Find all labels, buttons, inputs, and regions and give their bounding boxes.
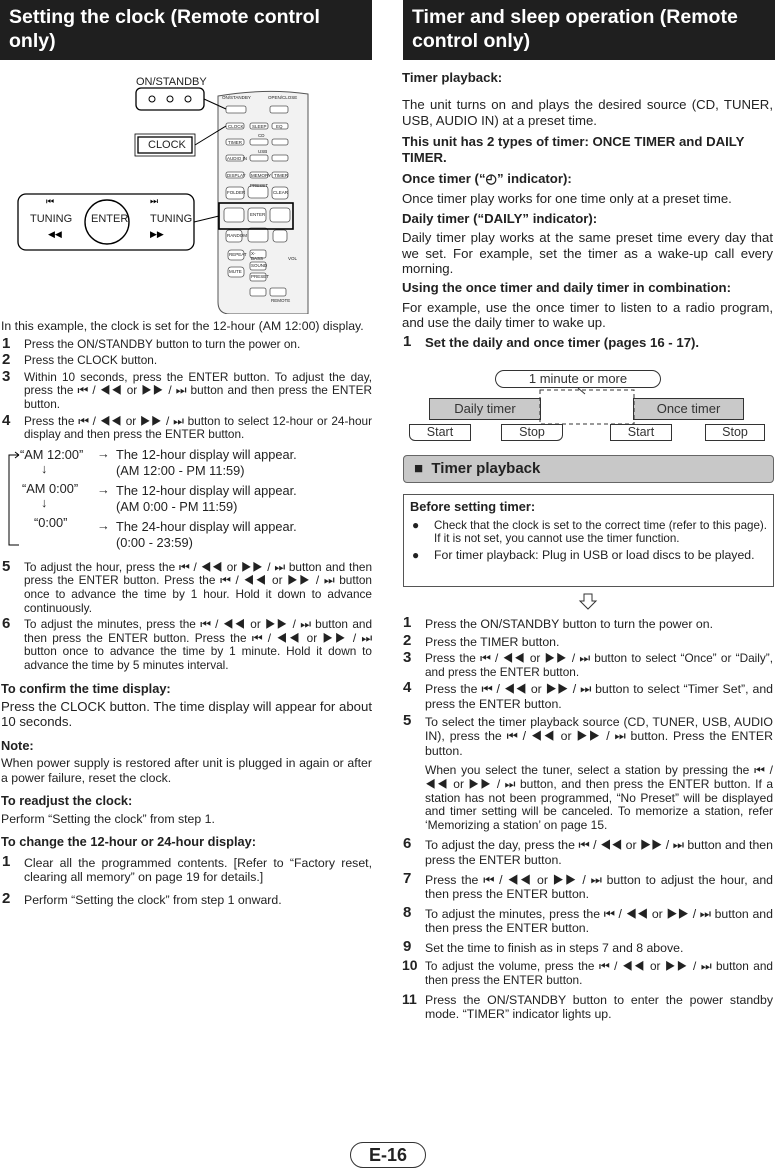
right-section-header: Timer and sleep operation (Remote control only) xyxy=(403,0,775,60)
page-number: E-16 xyxy=(350,1142,426,1168)
change-step xyxy=(1,889,372,908)
remote-label: MEMORY xyxy=(251,173,272,178)
right-arrow: → xyxy=(97,517,110,533)
note-text: When power supply is restored after unit is plugged in again or after a power failure, reset the clock. xyxy=(1,756,372,785)
clock-step xyxy=(1,334,372,352)
cycle-desc: The 12-hour display will appear. xyxy=(116,482,297,498)
stop-label: Stop xyxy=(501,424,563,441)
step-text: To adjust the hour, press the ⏮ / ◀◀ or ▶▶ / ⏭ button and then press the ENTER button. Press the ⏮ / ◀◀ or ▶▶ / ⏭ button once to advance the time by 1 hour. Hold it down to advance continuously. xyxy=(24,559,372,615)
step-text: To adjust the volume, press the ⏮ / ◀◀ or ▶▶ / ⏭ button and then press the ENTER button. xyxy=(425,959,773,988)
step-number: 1 xyxy=(2,334,11,352)
left-column xyxy=(1,319,372,911)
timer-step xyxy=(402,711,773,759)
remote-label: ON/STANDBY xyxy=(222,95,251,100)
tuning-left-label: TUNING xyxy=(30,213,73,225)
timer-step xyxy=(402,614,773,632)
cycle-value: “AM 0:00” xyxy=(22,480,79,496)
step-number: 2 xyxy=(403,631,412,649)
clock-step xyxy=(1,351,372,369)
remote-label: REPEAT xyxy=(229,252,247,257)
daily-timer-text: Daily timer play works at the same preset time every day that we set. For example, set the timer as a wake-up call every morning. xyxy=(402,230,773,277)
step-text: Press the TIMER button. xyxy=(425,634,560,649)
step-number: 4 xyxy=(2,411,11,429)
step-text: Within 10 seconds, press the ENTER button. To adjust the day, press the ⏮ / ◀◀ or ▶▶ / ⏭ button and then press the ENTER button. xyxy=(24,369,372,411)
start-label: Start xyxy=(409,424,471,441)
step-text: To adjust the minutes, press the ⏮ / ◀◀ or ▶▶ / ⏭ button and then press the ENTER button. Press the ⏮ / ◀◀ or ▶▶ / ⏭ button once to advance the time by 1 minute. Hold it down to advance the time by 5 minutes interval. xyxy=(24,617,372,672)
timer-playback-text: The unit turns on and plays the desired source (CD, TUNER, USB, AUDIO IN) at a preset time. xyxy=(402,97,773,128)
step-text: Clear all the programmed contents. [Refer to “Factory reset, clearing all memory” on page 19 for details.] xyxy=(24,855,372,885)
timer-step xyxy=(402,990,773,1022)
step-text: Press the CLOCK button. xyxy=(24,353,158,368)
remote-label: PRESET xyxy=(250,183,269,188)
remote-label: SLEEP xyxy=(252,124,267,129)
daily-timer-title: Daily timer (“DAILY” indicator): xyxy=(402,210,598,226)
change-step xyxy=(1,852,372,885)
remote-label: MUTE xyxy=(229,269,242,274)
cycle-range: (AM 12:00 - PM 11:59) xyxy=(116,462,245,478)
subheader-title: Timer playback xyxy=(431,460,541,477)
timer-step xyxy=(402,903,773,936)
right-arrow: → xyxy=(97,481,110,497)
remote-label: FOLDER xyxy=(227,190,246,195)
remote-label: USB xyxy=(258,149,268,154)
svg-text:⏭: ⏭ xyxy=(150,196,159,206)
step-text: To adjust the minutes, press the ⏮ / ◀◀ or ▶▶ / ⏭ button and then press the ENTER button. xyxy=(425,906,773,936)
combo-text: For example, use the once timer to listen to a radio program, and use the daily timer to wake up. xyxy=(402,299,773,331)
remote-label: PRESET xyxy=(251,274,270,279)
cycle-value: “0:00” xyxy=(34,514,68,530)
start-label: Start xyxy=(610,424,672,441)
clock-step xyxy=(1,367,372,412)
step-number: 5 xyxy=(2,557,11,575)
remote-label: RANDOM xyxy=(227,233,247,238)
step-number: 2 xyxy=(2,889,11,907)
remote-label: REMOTE xyxy=(271,298,291,303)
before-title: Before setting timer: xyxy=(410,499,536,514)
readjust-title: To readjust the clock: xyxy=(1,793,133,809)
remote-label: DISPLAY xyxy=(227,173,246,178)
down-arrow-icon xyxy=(578,592,598,612)
step-text: Press the ⏮ / ◀◀ or ▶▶ / ⏭ button to adjust the hour, and then press the ENTER button. xyxy=(425,872,773,902)
once-timer-title: Once timer (“◴” indicator): xyxy=(402,171,572,187)
readjust-text: Perform “Setting the clock” from step 1. xyxy=(1,811,215,826)
remote-label: ENTER xyxy=(250,212,266,217)
step-number: 7 xyxy=(403,869,412,887)
step-text: Press the ⏮ / ◀◀ or ▶▶ / ⏭ button to select “Timer Set”, and press the ENTER button. xyxy=(425,682,773,711)
step-text: To adjust the day, press the ⏮ / ◀◀ or ▶▶ / ⏭ button and then press the ENTER button. xyxy=(425,838,773,867)
gap-label: 1 minute or more xyxy=(495,370,661,388)
remote-label: VOL xyxy=(288,256,298,261)
step-number: 9 xyxy=(403,937,412,955)
svg-text:◀◀: ◀◀ xyxy=(48,229,62,239)
combo-title: Using the once timer and daily timer in combination: xyxy=(402,280,731,296)
step-number: 11 xyxy=(402,990,417,1007)
intro-text: In this example, the clock is set for the 12-hour (AM 12:00) display. xyxy=(1,319,364,333)
timer-playback-title: Timer playback: xyxy=(402,70,503,85)
step-number: 4 xyxy=(403,679,412,697)
timer-diagram xyxy=(405,368,775,446)
step-number: 10 xyxy=(402,957,418,974)
step-text: Press the ⏮ / ◀◀ or ▶▶ / ⏭ button to select 12-hour or 24-hour display and then press the ENTER button. xyxy=(24,413,372,442)
timer-playback-subheader xyxy=(403,455,774,483)
remote-illustration xyxy=(0,70,372,314)
confirm-text: Press the CLOCK button. The time display will appear for about 10 seconds. xyxy=(1,698,372,730)
step-number: 1 xyxy=(2,852,11,870)
step-number: 1 xyxy=(403,332,412,350)
step-text: Press the ON/STANDBY button to enter the power standby mode. “TIMER” indicator lights up. xyxy=(425,992,773,1022)
step-number: 1 xyxy=(403,614,412,631)
once-timer-text: Once timer play works for one time only at a preset time. xyxy=(402,191,732,207)
cycle-desc: The 12-hour display will appear. xyxy=(116,446,297,462)
timer-step xyxy=(402,937,773,956)
step-text: Set the daily and once timer (pages 16 - 17). xyxy=(425,334,700,350)
remote-drawing xyxy=(0,70,372,314)
two-types-text: This unit has 2 types of timer: ONCE TIMER and DAILY TIMER. xyxy=(402,134,745,165)
display-cycle-diagram xyxy=(1,445,372,555)
set-timer-step xyxy=(402,332,773,350)
step-number: 6 xyxy=(403,835,412,853)
clock-step xyxy=(1,411,372,442)
step-text: When you select the tuner, select a station by pressing the ⏮ / ◀◀ or ▶▶ / ⏭ button, and then press the ENTER button. If a station has not been programmed, “No Preset” will be displayed and timer setting will be canceled. To memorize a station, refer ‘Memorizing a station’ on page 15. xyxy=(425,763,773,832)
step-number: 3 xyxy=(2,367,11,385)
once-timer-bar: Once timer xyxy=(633,398,744,420)
note-title: Note: xyxy=(1,737,34,753)
right-steps xyxy=(402,614,773,1025)
clock-step xyxy=(1,557,372,615)
svg-text:▶▶: ▶▶ xyxy=(150,229,164,239)
before-bullet: ● Check that the clock is set to the correct time (refer to this page). If it is not set, you cannot use the timer function. xyxy=(410,519,767,546)
step-number: 8 xyxy=(403,903,412,921)
before-setting-box xyxy=(403,494,774,587)
cycle-value: “AM 12:00” xyxy=(20,446,84,462)
step-text: Set the time to finish as in steps 7 and 8 above. xyxy=(425,940,684,955)
step-number: 5 xyxy=(403,711,412,729)
down-arrow: ↓ xyxy=(41,460,48,476)
cycle-range: (0:00 - 23:59) xyxy=(116,534,193,550)
remote-label: TIMER xyxy=(274,173,288,178)
tuning-right-label: TUNING xyxy=(150,213,193,225)
step-number: 2 xyxy=(2,351,11,369)
remote-label: CLEAR xyxy=(273,190,289,195)
before-bullet: ● For timer playback: Plug in USB or load discs to be played. xyxy=(410,548,767,563)
timer-step xyxy=(402,869,773,902)
enter-button-label: ENTER xyxy=(91,213,129,225)
square-bullet-icon: ■ xyxy=(414,460,424,477)
remote-label: CLOCK xyxy=(228,124,244,129)
svg-text:⏮: ⏮ xyxy=(46,196,55,206)
timer-step-note xyxy=(402,764,773,832)
step-text: Press the ON/STANDBY button to turn the power on. xyxy=(425,617,713,631)
clock-button-label: CLOCK xyxy=(148,139,186,151)
remote-label: AUDIO IN xyxy=(227,156,248,161)
stop-label: Stop xyxy=(705,424,765,441)
on-standby-label: ON/STANDBY xyxy=(136,76,207,88)
timer-step xyxy=(402,957,773,988)
remote-label: X-BASS xyxy=(251,251,264,261)
remote-label: SOUND xyxy=(251,263,268,268)
step-text: Perform “Setting the clock” from step 1 onward. xyxy=(24,892,282,907)
step-text: To select the timer playback source (CD, TUNER, USB, AUDIO IN), press the ⏮ / ◀◀ or ▶▶ / ⏭ button. Press the ENTER button. xyxy=(425,714,773,758)
remote-label: OPEN/CLOSE xyxy=(268,95,298,100)
remote-label: TIMER xyxy=(228,140,242,145)
remote-label: CD xyxy=(258,133,265,138)
step-text: Press the ON/STANDBY button to turn the power on. xyxy=(24,336,301,351)
cycle-range: (AM 0:00 - PM 11:59) xyxy=(116,498,238,514)
clock-step xyxy=(1,615,372,672)
daily-timer-bar: Daily timer xyxy=(429,398,541,420)
right-arrow: → xyxy=(97,445,110,461)
step-number: 3 xyxy=(403,649,412,667)
timer-step xyxy=(402,649,773,679)
remote-label: EQ xyxy=(276,124,283,129)
left-section-header: Setting the clock (Remote control only) xyxy=(0,0,372,60)
change-title: To change the 12-hour or 24-hour display: xyxy=(1,834,257,850)
cycle-desc: The 24-hour display will appear. xyxy=(116,518,297,534)
down-arrow: ↓ xyxy=(41,494,48,510)
timer-step xyxy=(402,631,773,650)
step-text: Press the ⏮ / ◀◀ or ▶▶ / ⏭ button to select “Once” or “Daily”, and press the ENTER button. xyxy=(425,651,773,679)
confirm-title: To confirm the time display: xyxy=(1,680,171,696)
step-number: 6 xyxy=(2,615,11,633)
timer-step xyxy=(402,835,773,867)
right-column-top xyxy=(402,70,773,353)
timer-step xyxy=(402,679,773,711)
